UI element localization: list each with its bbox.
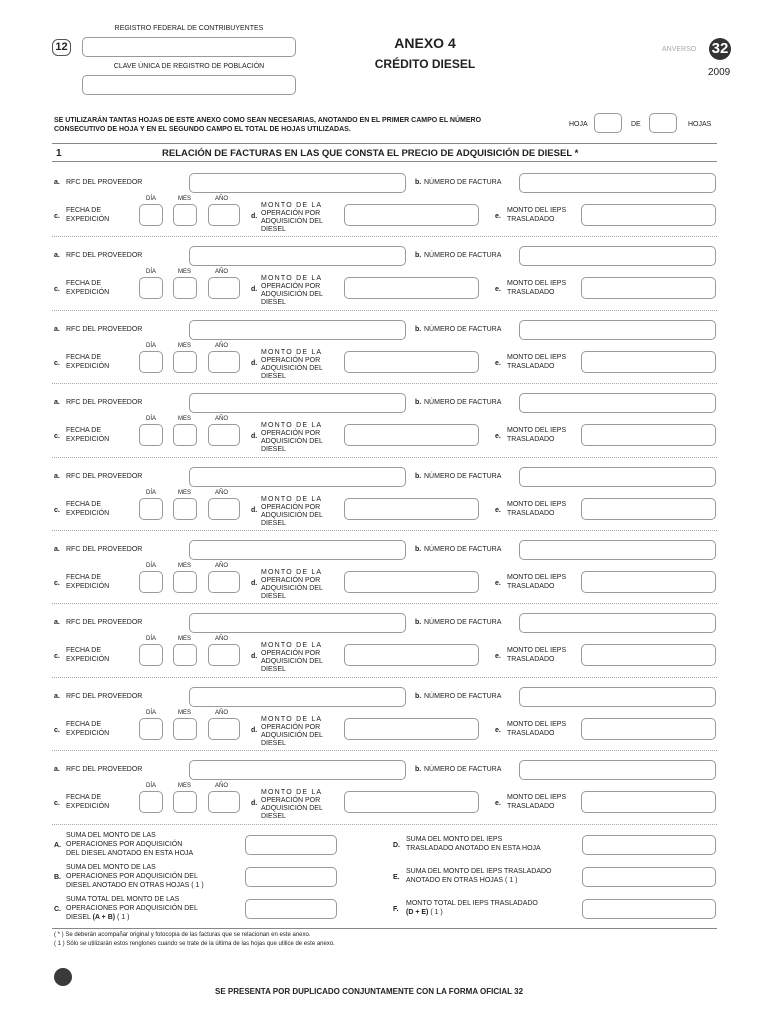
registration-mark — [54, 968, 72, 986]
row-7-e-letter: e. — [495, 653, 501, 660]
row-1-ieps-field[interactable] — [581, 204, 716, 226]
row-8-dia-label: DÍA — [146, 710, 157, 716]
row-1-factura-label: NÚMERO DE FACTURA — [424, 179, 502, 186]
row-9-monto-field[interactable] — [344, 791, 479, 813]
total-e-field[interactable] — [582, 867, 716, 887]
row-1-rfc-field[interactable] — [189, 173, 406, 193]
row-3-factura-label: NÚMERO DE FACTURA — [424, 326, 502, 333]
row-6-monto-label-2: OPERACIÓN POR — [261, 577, 321, 584]
total-b-label-2: OPERACIONES POR ADQUISICIÓN DEL — [66, 873, 198, 880]
curp-field[interactable] — [82, 75, 296, 95]
row-3-ieps-label-2: TRASLADADO — [507, 363, 555, 370]
row-6-fecha-label-2: EXPEDICIÓN — [66, 583, 110, 590]
row-9-a-letter: a. — [54, 766, 60, 773]
row-2-monto-label-3: ADQUISICIÓN DEL — [261, 291, 323, 298]
row-9-fecha-label-1: FECHA DE — [66, 794, 102, 801]
total-a-label-2: OPERACIONES POR ADQUISICIÓN — [66, 841, 183, 848]
row-2-mes-field[interactable] — [173, 277, 197, 299]
row-1-monto-label-3: ADQUISICIÓN DEL — [261, 218, 323, 225]
row-7-anio-field[interactable] — [208, 644, 240, 666]
total-b-label-1: SUMA DEL MONTO DE LAS — [66, 864, 156, 871]
row-5-monto-label-1: MONTO DE LA — [261, 496, 323, 503]
row-2-monto-label-4: DIESEL — [261, 299, 286, 306]
row-4-d-letter: d. — [251, 433, 258, 440]
row-6-monto-field[interactable] — [344, 571, 479, 593]
row-5-rfc-label: RFC DEL PROVEEDOR — [66, 473, 143, 480]
row-3-rfc-field[interactable] — [189, 320, 406, 340]
row-7-ieps-field[interactable] — [581, 644, 716, 666]
row-4-mes-field[interactable] — [173, 424, 197, 446]
row-5-monto-label-4: DIESEL — [261, 520, 286, 527]
row-5-a-letter: a. — [54, 473, 60, 480]
row-4-rfc-label: RFC DEL PROVEEDOR — [66, 399, 143, 406]
row-3-monto-label-1: MONTO DE LA — [261, 349, 323, 356]
row-2-monto-label-1: MONTO DE LA — [261, 275, 323, 282]
row-4-monto-field[interactable] — [344, 424, 479, 446]
row-8-monto-field[interactable] — [344, 718, 479, 740]
row-1-monto-label-1: MONTO DE LA — [261, 202, 323, 209]
footer-text: SE PRESENTA POR DUPLICADO CONJUNTAMENTE CON LA FORMA OFICIAL 32 — [215, 987, 524, 996]
row-8-monto-label-3: ADQUISICIÓN DEL — [261, 732, 323, 739]
row-1-mes-field[interactable] — [173, 204, 197, 226]
footnote-star: ( * ) Se deberán acompañar original y fotocopia de las facturas que se relacionan en este anexo. — [54, 932, 311, 938]
row-7-factura-field[interactable] — [519, 613, 716, 633]
total-d-label-2: TRASLADADO ANOTADO EN ESTA HOJA — [406, 845, 541, 852]
row-5-e-letter: e. — [495, 507, 501, 514]
row-4-dia-label: DÍA — [146, 416, 157, 422]
row-3-ieps-field[interactable] — [581, 351, 716, 373]
row-7-ieps-label-1: MONTO DEL IEPS — [507, 647, 567, 654]
total-b-label-3: DIESEL ANOTADO EN OTRAS HOJAS ( 1 ) — [66, 882, 204, 889]
row-3-fecha-label-1: FECHA DE — [66, 354, 102, 361]
row-4-ieps-label-1: MONTO DEL IEPS — [507, 427, 567, 434]
row-1-fecha-label-2: EXPEDICIÓN — [66, 216, 110, 223]
row-3-monto-label-4: DIESEL — [261, 373, 286, 380]
row-2-ieps-label-1: MONTO DEL IEPS — [507, 280, 567, 287]
row-7-separator — [52, 677, 717, 678]
row-1-b-letter: b. — [415, 179, 422, 186]
row-1-factura-field[interactable] — [519, 173, 716, 193]
row-8-c-letter: c. — [54, 727, 60, 734]
row-3-factura-field[interactable] — [519, 320, 716, 340]
row-2-rfc-field[interactable] — [189, 246, 406, 266]
row-6-mes-field[interactable] — [173, 571, 197, 593]
row-8-fecha-label-2: EXPEDICIÓN — [66, 730, 110, 737]
total-f-note: ( 1 ) — [428, 909, 443, 916]
row-4-mes-label: MES — [178, 416, 192, 422]
row-6-ieps-label-1: MONTO DEL IEPS — [507, 574, 567, 581]
row-8-ieps-label-2: TRASLADADO — [507, 730, 555, 737]
row-9-monto-label-3: ADQUISICIÓN DEL — [261, 805, 323, 812]
row-2-monto-field[interactable] — [344, 277, 479, 299]
row-2-separator — [52, 310, 717, 311]
total-e-label-2: ANOTADO EN OTRAS HOJAS ( 1 ) — [406, 877, 518, 884]
row-6-monto-label-1: MONTO DE LA — [261, 569, 323, 576]
row-9-fecha-label-2: EXPEDICIÓN — [66, 803, 110, 810]
section-number: 1 — [56, 148, 62, 159]
row-7-a-letter: a. — [54, 619, 60, 626]
row-7-factura-label: NÚMERO DE FACTURA — [424, 619, 502, 626]
row-8-mes-field[interactable] — [173, 718, 197, 740]
row-8-e-letter: e. — [495, 727, 501, 734]
row-3-monto-field[interactable] — [344, 351, 479, 373]
row-3-ieps-label-1: MONTO DEL IEPS — [507, 354, 567, 361]
total-a-label-3: DEL DIESEL ANOTADO EN ESTA HOJA — [66, 850, 194, 857]
row-8-b-letter: b. — [415, 693, 422, 700]
row-2-fecha-label-2: EXPEDICIÓN — [66, 289, 110, 296]
annex-subtitle: CRÉDITO DIESEL — [374, 57, 476, 71]
row-9-monto-label-2: OPERACIÓN POR — [261, 797, 321, 804]
row-1-monto-field[interactable] — [344, 204, 479, 226]
row-2-anio-label: AÑO — [215, 269, 229, 275]
row-8-rfc-label: RFC DEL PROVEEDOR — [66, 693, 143, 700]
row-1-anio-field[interactable] — [208, 204, 240, 226]
row-4-ieps-label-2: TRASLADADO — [507, 436, 555, 443]
total-b-letter: B. — [54, 874, 61, 881]
total-c-label-1: SUMA TOTAL DEL MONTO DE LAS — [66, 896, 180, 903]
row-3-a-letter: a. — [54, 326, 60, 333]
row-3-monto-label-3: ADQUISICIÓN DEL — [261, 365, 323, 372]
row-7-monto-label-1: MONTO DE LA — [261, 642, 323, 649]
row-4-monto-label-3: ADQUISICIÓN DEL — [261, 438, 323, 445]
total-a-letter: A. — [54, 842, 61, 849]
row-7-c-letter: c. — [54, 653, 60, 660]
row-5-factura-label: NÚMERO DE FACTURA — [424, 473, 502, 480]
row-6-anio-field[interactable] — [208, 571, 240, 593]
row-6-separator — [52, 603, 717, 604]
row-3-mes-label: MES — [178, 343, 192, 349]
row-5-d-letter: d. — [251, 507, 258, 514]
row-9-anio-label: AÑO — [215, 783, 229, 789]
total-f-label-2 — [406, 909, 443, 917]
total-f-field[interactable] — [582, 899, 716, 919]
row-2-d-letter: d. — [251, 286, 258, 293]
instructions-text: SE UTILIZARÁN TANTAS HOJAS DE ESTE ANEXO COMO SEAN NECESARIAS, ANOTANDO EN EL PRIMER CAMPO EL NÚMERO CONSECUTIVO DE HOJA Y EN EL SEGUNDO CAMPO EL TOTAL DE HOJAS UTILIZADAS. — [54, 117, 482, 133]
footnote-1: ( 1 ) Sólo se utilizarán estos renglones cuando se trate de la última de las hojas que utilice de este anexo. — [54, 941, 335, 947]
row-7-dia-field[interactable] — [139, 644, 163, 666]
row-4-e-letter: e. — [495, 433, 501, 440]
footnote-line — [52, 928, 717, 929]
row-5-fecha-label-1: FECHA DE — [66, 501, 102, 508]
row-5-factura-field[interactable] — [519, 467, 716, 487]
row-9-e-letter: e. — [495, 800, 501, 807]
row-6-d-letter: d. — [251, 580, 258, 587]
row-3-d-letter: d. — [251, 360, 258, 367]
hojas-label: HOJAS — [688, 121, 712, 128]
row-1-dia-field[interactable] — [139, 204, 163, 226]
row-7-ieps-label-2: TRASLADADO — [507, 656, 555, 663]
total-f-formula: (D + E) — [406, 909, 429, 916]
row-8-anio-label: AÑO — [215, 710, 229, 716]
rfc-field[interactable] — [82, 37, 296, 57]
row-3-anio-label: AÑO — [215, 343, 229, 349]
total-c-formula: (A + B) — [92, 914, 116, 921]
total-e-letter: E. — [393, 874, 400, 881]
row-7-anio-label: AÑO — [215, 636, 229, 642]
row-3-c-letter: c. — [54, 360, 60, 367]
row-9-rfc-field[interactable] — [189, 760, 406, 780]
row-5-anio-field[interactable] — [208, 498, 240, 520]
row-7-rfc-field[interactable] — [189, 613, 406, 633]
row-5-b-letter: b. — [415, 473, 422, 480]
row-2-dia-field[interactable] — [139, 277, 163, 299]
row-2-factura-field[interactable] — [519, 246, 716, 266]
row-5-ieps-field[interactable] — [581, 498, 716, 520]
row-1-d-letter: d. — [251, 213, 258, 220]
row-6-b-letter: b. — [415, 546, 422, 553]
row-1-ieps-label-1: MONTO DEL IEPS — [507, 207, 567, 214]
row-5-dia-label: DÍA — [146, 490, 157, 496]
row-9-c-letter: c. — [54, 800, 60, 807]
row-5-ieps-label-1: MONTO DEL IEPS — [507, 501, 567, 508]
row-2-fecha-label-1: FECHA DE — [66, 280, 102, 287]
row-1-fecha-label-1: FECHA DE — [66, 207, 102, 214]
total-c-note: ( 1 ) — [115, 914, 130, 921]
row-5-anio-label: AÑO — [215, 490, 229, 496]
row-2-b-letter: b. — [415, 252, 422, 259]
row-7-monto-label-4: DIESEL — [261, 666, 286, 673]
row-6-dia-field[interactable] — [139, 571, 163, 593]
row-2-c-letter: c. — [54, 286, 60, 293]
row-6-anio-label: AÑO — [215, 563, 229, 569]
row-7-mes-field[interactable] — [173, 644, 197, 666]
row-3-b-letter: b. — [415, 326, 422, 333]
row-2-mes-label: MES — [178, 269, 192, 275]
row-2-ieps-label-2: TRASLADADO — [507, 289, 555, 296]
row-3-monto-label-2: OPERACIÓN POR — [261, 357, 321, 364]
row-5-ieps-label-2: TRASLADADO — [507, 510, 555, 517]
row-4-dia-field[interactable] — [139, 424, 163, 446]
row-4-rfc-field[interactable] — [189, 393, 406, 413]
row-9-ieps-label-2: TRASLADADO — [507, 803, 555, 810]
row-6-e-letter: e. — [495, 580, 501, 587]
row-7-monto-label-2: OPERACIÓN POR — [261, 650, 321, 657]
row-2-monto-label-2: OPERACIÓN POR — [261, 283, 321, 290]
total-c-label-2: OPERACIONES POR ADQUISICIÓN DEL — [66, 905, 198, 912]
row-1-e-letter: e. — [495, 213, 501, 220]
row-3-separator — [52, 383, 717, 384]
row-8-monto-label-1: MONTO DE LA — [261, 716, 323, 723]
row-5-separator — [52, 530, 717, 531]
row-7-monto-label-3: ADQUISICIÓN DEL — [261, 658, 323, 665]
row-9-monto-label-4: DIESEL — [261, 813, 286, 820]
row-4-monto-label-4: DIESEL — [261, 446, 286, 453]
row-3-dia-label: DÍA — [146, 343, 157, 349]
row-4-factura-field[interactable] — [519, 393, 716, 413]
row-9-rfc-label: RFC DEL PROVEEDOR — [66, 766, 143, 773]
row-7-d-letter: d. — [251, 653, 258, 660]
row-6-factura-label: NÚMERO DE FACTURA — [424, 546, 502, 553]
total-d-letter: D. — [393, 842, 400, 849]
row-4-separator — [52, 457, 717, 458]
row-1-dia-label: DÍA — [146, 196, 157, 202]
total-c-label-3 — [66, 914, 129, 922]
row-6-factura-field[interactable] — [519, 540, 716, 560]
annex-title: ANEXO 4 — [394, 35, 456, 51]
row-8-anio-field[interactable] — [208, 718, 240, 740]
row-2-factura-label: NÚMERO DE FACTURA — [424, 252, 502, 259]
row-4-fecha-label-1: FECHA DE — [66, 427, 102, 434]
section-bottom-line — [52, 161, 717, 162]
total-d-field[interactable] — [582, 835, 716, 855]
row-6-ieps-label-2: TRASLADADO — [507, 583, 555, 590]
row-5-mes-label: MES — [178, 490, 192, 496]
row-5-dia-field[interactable] — [139, 498, 163, 520]
row-6-c-letter: c. — [54, 580, 60, 587]
row-9-b-letter: b. — [415, 766, 422, 773]
row-6-ieps-field[interactable] — [581, 571, 716, 593]
row-4-ieps-field[interactable] — [581, 424, 716, 446]
row-8-mes-label: MES — [178, 710, 192, 716]
row-5-rfc-field[interactable] — [189, 467, 406, 487]
row-6-a-letter: a. — [54, 546, 60, 553]
row-9-ieps-label-1: MONTO DEL IEPS — [507, 794, 567, 801]
row-6-monto-label-4: DIESEL — [261, 593, 286, 600]
row-4-factura-label: NÚMERO DE FACTURA — [424, 399, 502, 406]
row-1-ieps-label-2: TRASLADADO — [507, 216, 555, 223]
year: 2009 — [708, 67, 731, 78]
row-6-monto-label-3: ADQUISICIÓN DEL — [261, 585, 323, 592]
total-f-label-1: MONTO TOTAL DEL IEPS TRASLADADO — [406, 900, 538, 907]
rfc-label: REGISTRO FEDERAL DE CONTRIBUYENTES — [114, 25, 264, 32]
total-a-label-1: SUMA DEL MONTO DE LAS — [66, 832, 156, 839]
row-9-mes-field[interactable] — [173, 791, 197, 813]
row-9-factura-label: NÚMERO DE FACTURA — [424, 766, 502, 773]
row-4-anio-label: AÑO — [215, 416, 229, 422]
row-8-ieps-label-1: MONTO DEL IEPS — [507, 721, 567, 728]
row-8-ieps-field[interactable] — [581, 718, 716, 740]
row-4-monto-label-1: MONTO DE LA — [261, 422, 323, 429]
row-1-separator — [52, 236, 717, 237]
row-7-fecha-label-1: FECHA DE — [66, 647, 102, 654]
row-6-rfc-label: RFC DEL PROVEEDOR — [66, 546, 143, 553]
row-5-monto-field[interactable] — [344, 498, 479, 520]
totals-divider — [52, 824, 717, 825]
row-4-a-letter: a. — [54, 399, 60, 406]
row-4-b-letter: b. — [415, 399, 422, 406]
row-8-a-letter: a. — [54, 693, 60, 700]
row-9-factura-field[interactable] — [519, 760, 716, 780]
total-c-field[interactable] — [245, 899, 337, 919]
side-label: ANVERSO — [662, 46, 697, 53]
row-4-anio-field[interactable] — [208, 424, 240, 446]
row-8-separator — [52, 750, 717, 751]
row-2-anio-field[interactable] — [208, 277, 240, 299]
row-5-fecha-label-2: EXPEDICIÓN — [66, 510, 110, 517]
row-4-monto-label-2: OPERACIÓN POR — [261, 430, 321, 437]
row-2-e-letter: e. — [495, 286, 501, 293]
row-9-ieps-field[interactable] — [581, 791, 716, 813]
total-b-field[interactable] — [245, 867, 337, 887]
row-8-rfc-field[interactable] — [189, 687, 406, 707]
row-1-c-letter: c. — [54, 213, 60, 220]
row-5-monto-label-2: OPERACIÓN POR — [261, 504, 321, 511]
row-7-b-letter: b. — [415, 619, 422, 626]
row-9-d-letter: d. — [251, 800, 258, 807]
row-5-c-letter: c. — [54, 507, 60, 514]
row-8-d-letter: d. — [251, 727, 258, 734]
row-7-monto-field[interactable] — [344, 644, 479, 666]
row-9-dia-label: DÍA — [146, 783, 157, 789]
row-2-ieps-field[interactable] — [581, 277, 716, 299]
row-2-rfc-label: RFC DEL PROVEEDOR — [66, 252, 143, 259]
row-5-monto-label-3: ADQUISICIÓN DEL — [261, 512, 323, 519]
row-3-e-letter: e. — [495, 360, 501, 367]
row-1-anio-label: AÑO — [215, 196, 229, 202]
row-1-monto-label-2: OPERACIÓN POR — [261, 210, 321, 217]
row-9-anio-field[interactable] — [208, 791, 240, 813]
row-8-monto-label-4: DIESEL — [261, 740, 286, 747]
row-2-dia-label: DÍA — [146, 269, 157, 275]
row-3-rfc-label: RFC DEL PROVEEDOR — [66, 326, 143, 333]
row-7-fecha-label-2: EXPEDICIÓN — [66, 656, 110, 663]
section-top-line — [52, 143, 717, 144]
section-title: RELACIÓN DE FACTURAS EN LAS QUE CONSTA EL PRECIO DE ADQUISICIÓN DE DIESEL * — [162, 148, 579, 159]
row-1-a-letter: a. — [54, 179, 60, 186]
total-f-letter: F. — [393, 906, 399, 913]
total-e-label-1: SUMA DEL MONTO DEL IEPS TRASLADADO — [406, 868, 552, 875]
total-c-label-3a: DIESEL — [66, 914, 93, 921]
row-7-mes-label: MES — [178, 636, 192, 642]
total-c-letter: C. — [54, 906, 61, 913]
row-3-mes-field[interactable] — [173, 351, 197, 373]
row-7-rfc-label: RFC DEL PROVEEDOR — [66, 619, 143, 626]
form-number: 12 — [52, 39, 71, 56]
row-1-rfc-label: RFC DEL PROVEEDOR — [66, 179, 143, 186]
row-6-mes-label: MES — [178, 563, 192, 569]
row-3-dia-field[interactable] — [139, 351, 163, 373]
hoja-label: HOJA — [569, 121, 588, 128]
row-1-monto-label-4: DIESEL — [261, 226, 286, 233]
row-8-factura-label: NÚMERO DE FACTURA — [424, 693, 502, 700]
total-hojas-field[interactable] — [649, 113, 677, 133]
row-3-fecha-label-2: EXPEDICIÓN — [66, 363, 110, 370]
row-1-mes-label: MES — [178, 196, 192, 202]
de-label: DE — [631, 121, 641, 128]
row-4-fecha-label-2: EXPEDICIÓN — [66, 436, 110, 443]
row-8-dia-field[interactable] — [139, 718, 163, 740]
row-8-monto-label-2: OPERACIÓN POR — [261, 724, 321, 731]
row-9-dia-field[interactable] — [139, 791, 163, 813]
row-6-dia-label: DÍA — [146, 563, 157, 569]
curp-label: CLAVE ÚNICA DE REGISTRO DE POBLACIÓN — [113, 63, 265, 70]
row-6-rfc-field[interactable] — [189, 540, 406, 560]
row-5-mes-field[interactable] — [173, 498, 197, 520]
total-d-label-1: SUMA DEL MONTO DEL IEPS — [406, 836, 503, 843]
row-8-fecha-label-1: FECHA DE — [66, 721, 102, 728]
page-badge: 32 — [709, 38, 731, 60]
row-8-factura-field[interactable] — [519, 687, 716, 707]
row-9-monto-label-1: MONTO DE LA — [261, 789, 323, 796]
total-a-field[interactable] — [245, 835, 337, 855]
row-4-c-letter: c. — [54, 433, 60, 440]
row-2-a-letter: a. — [54, 252, 60, 259]
hoja-field[interactable] — [594, 113, 622, 133]
row-9-mes-label: MES — [178, 783, 192, 789]
row-6-fecha-label-1: FECHA DE — [66, 574, 102, 581]
row-3-anio-field[interactable] — [208, 351, 240, 373]
row-7-dia-label: DÍA — [146, 636, 157, 642]
